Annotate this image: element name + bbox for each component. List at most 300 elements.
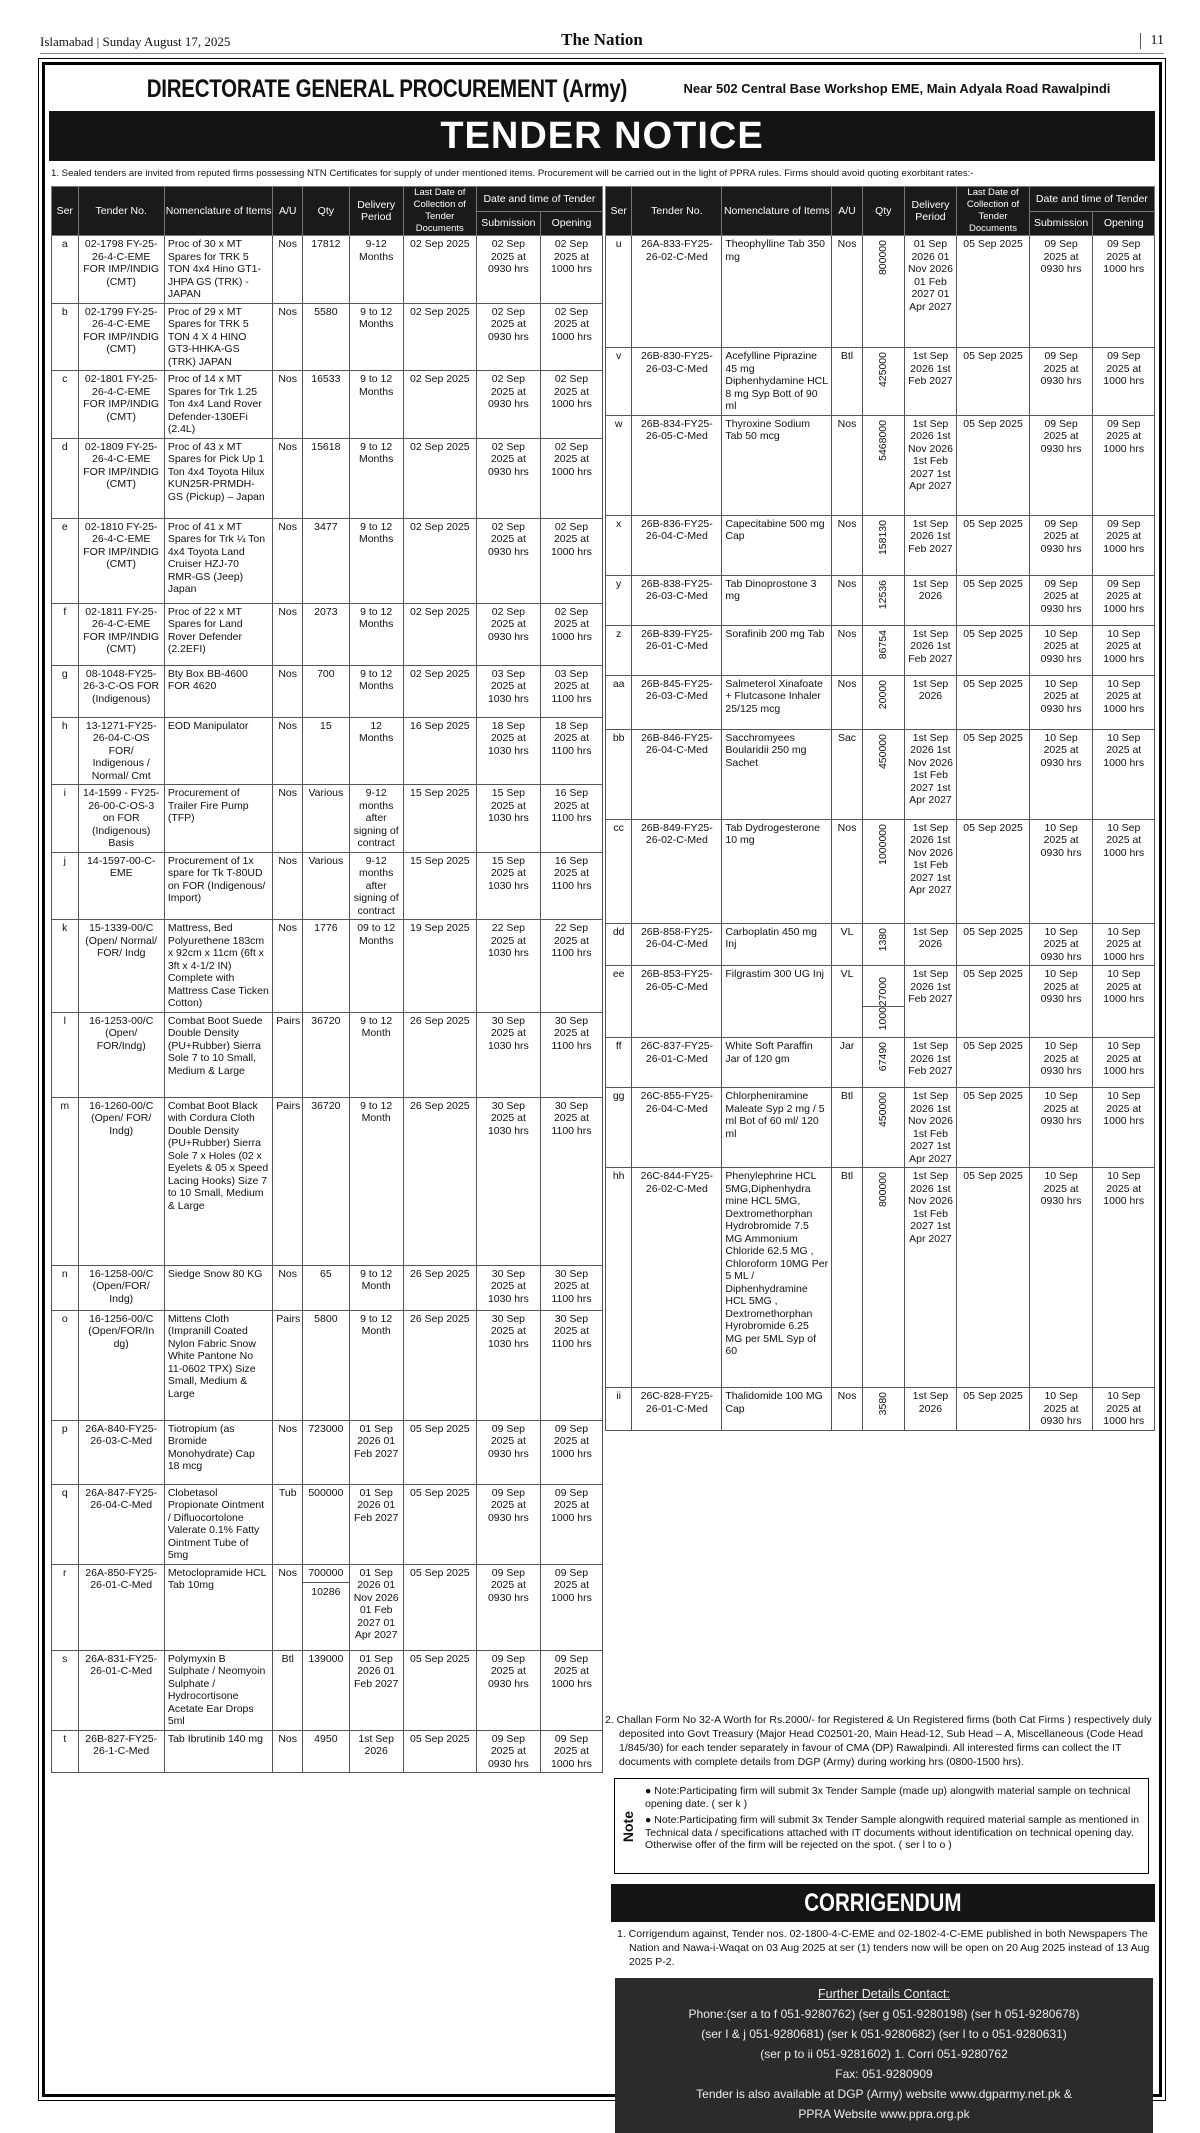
- cell-sub: 10 Sep 2025 at 0930 hrs: [1029, 819, 1093, 923]
- cell-qty: 65: [303, 1265, 349, 1310]
- cell-qty: 12536: [862, 575, 904, 625]
- cell-qty: 2073: [303, 603, 349, 665]
- cell-ser: z: [606, 625, 632, 675]
- cell-sub: 15 Sep 2025 at 1030 hrs: [476, 852, 540, 920]
- cell-qty: 139000: [303, 1650, 349, 1730]
- cell-nomen: Theophylline Tab 350 mg: [722, 236, 832, 348]
- cell-tender: 08-1048-FY25-26-3-C-OS FOR (Indigenous): [78, 665, 164, 717]
- cell-qty: 723000: [303, 1420, 349, 1484]
- cell-open: 10 Sep 2025 at 1000 hrs: [1093, 966, 1155, 1038]
- cell-ser: t: [52, 1730, 79, 1773]
- cell-open: 10 Sep 2025 at 1000 hrs: [1093, 923, 1155, 966]
- cell-tender: 16-1260-00/C (Open/ FOR/ Indg): [78, 1097, 164, 1265]
- cell-delivery: 1st Sep 2026: [904, 675, 957, 729]
- cell-open: 09 Sep 2025 at 1000 hrs: [540, 1730, 602, 1773]
- cell-tender: 16-1253-00/C (Open/ FOR/Indg): [78, 1012, 164, 1097]
- cell-sub: 09 Sep 2025 at 0930 hrs: [1029, 515, 1093, 575]
- cell-ser: e: [52, 518, 79, 603]
- cell-ser: w: [606, 415, 632, 515]
- cell-qty: 700000 10286: [303, 1564, 349, 1650]
- cell-ser: p: [52, 1420, 79, 1484]
- cell-qty: 800000: [862, 1168, 904, 1388]
- cell-sub: 30 Sep 2025 at 1030 hrs: [476, 1265, 540, 1310]
- cell-last: 05 Sep 2025: [957, 729, 1029, 819]
- cell-ser: x: [606, 515, 632, 575]
- table-row: [52, 1310, 603, 1420]
- cell-nomen: Proc of 29 x MT Spares for TRK 5 TON 4 X 4 HINO GT3-HHKA-GS (TRK) JAPAN: [164, 303, 272, 371]
- cell-sub: 02 Sep 2025 at 0930 hrs: [476, 371, 540, 439]
- cell-tender: 02-1811 FY-25-26-4-C-EME FOR IMP/INDIG (CMT): [78, 603, 164, 665]
- cell-au: Nos: [273, 236, 303, 304]
- cell-delivery: 9 to 12 Month: [349, 1012, 403, 1097]
- cell-delivery: 01 Sep 2026 01 Feb 2027: [349, 1650, 403, 1730]
- cell-ser: s: [52, 1650, 79, 1730]
- table-row: [52, 303, 603, 371]
- cell-ser: h: [52, 717, 79, 785]
- cell-au: Nos: [273, 665, 303, 717]
- cell-au: Nos: [273, 371, 303, 439]
- cell-ser: c: [52, 371, 79, 439]
- cell-tender: 26B-845-FY25-26-03-C-Med: [632, 675, 722, 729]
- cell-open: 09 Sep 2025 at 1000 hrs: [540, 1650, 602, 1730]
- cell-nomen: Thalidomide 100 MG Cap: [722, 1388, 832, 1431]
- cell-ser: bb: [606, 729, 632, 819]
- header-tender-no: Tender No.: [632, 187, 722, 236]
- cell-tender: 13-1271-FY25-26-04-C-OS FOR/ Indigenous / Normal/ Cmt: [78, 717, 164, 785]
- cell-qty: 36720: [303, 1097, 349, 1265]
- cell-ser: n: [52, 1265, 79, 1310]
- cell-delivery: 01 Sep 2026 01 Feb 2027: [349, 1420, 403, 1484]
- cell-tender: 26B-827-FY25-26-1-C-Med: [78, 1730, 164, 1773]
- cell-delivery: 1st Sep 2026 1st Feb 2027: [904, 1038, 957, 1088]
- note-box: [614, 1778, 1149, 1874]
- cell-last: 26 Sep 2025: [403, 1097, 476, 1265]
- cell-nomen: Capecitabine 500 mg Cap: [722, 515, 832, 575]
- header-delivery: Delivery Period: [904, 187, 957, 236]
- cell-last: 16 Sep 2025: [403, 717, 476, 785]
- header-qty: Qty: [303, 187, 349, 236]
- org-header: [45, 75, 1159, 104]
- cell-au: Nos: [832, 819, 863, 923]
- cell-last: 02 Sep 2025: [403, 303, 476, 371]
- cell-qty: 500000: [303, 1484, 349, 1564]
- cell-ser: l: [52, 1012, 79, 1097]
- cell-qty: 86754: [862, 625, 904, 675]
- note-label: Note: [620, 1811, 636, 1843]
- cell-open: 22 Sep 2025 at 1100 hrs: [540, 920, 602, 1013]
- cell-sub: 30 Sep 2025 at 1030 hrs: [476, 1012, 540, 1097]
- cell-ser: u: [606, 236, 632, 348]
- cell-qty: 5468000: [862, 415, 904, 515]
- cell-ser: ii: [606, 1388, 632, 1431]
- cell-au: Pairs: [273, 1097, 303, 1265]
- cell-qty: 800000: [862, 236, 904, 348]
- cell-open: 30 Sep 2025 at 1100 hrs: [540, 1012, 602, 1097]
- cell-sub: 02 Sep 2025 at 0930 hrs: [476, 603, 540, 665]
- cell-last: 02 Sep 2025: [403, 236, 476, 304]
- cell-open: 10 Sep 2025 at 1000 hrs: [1093, 675, 1155, 729]
- cell-last: 05 Sep 2025: [403, 1650, 476, 1730]
- header-nomenclature: Nomenclature of Items: [164, 187, 272, 236]
- dateline: Islamabad | Sunday August 17, 2025: [40, 34, 231, 49]
- cell-sub: 02 Sep 2025 at 0930 hrs: [476, 518, 540, 603]
- cell-au: VL: [832, 923, 863, 966]
- cell-delivery: 9 to 12 Month: [349, 1265, 403, 1310]
- header-au: A/U: [832, 187, 863, 236]
- cell-open: 10 Sep 2025 at 1000 hrs: [1093, 819, 1155, 923]
- cell-ser: ff: [606, 1038, 632, 1088]
- cell-open: 10 Sep 2025 at 1000 hrs: [1093, 1388, 1155, 1431]
- cell-sub: 10 Sep 2025 at 0930 hrs: [1029, 1388, 1093, 1431]
- cell-tender: 26B-839-FY25-26-01-C-Med: [632, 625, 722, 675]
- header-qty: Qty: [862, 187, 904, 236]
- table-row: [606, 1038, 1155, 1088]
- cell-tender: 26C-837-FY25-26-01-C-Med: [632, 1038, 722, 1088]
- cell-au: Nos: [273, 852, 303, 920]
- header-ser: Ser: [52, 187, 79, 236]
- table-row: [52, 717, 603, 785]
- cell-nomen: Proc of 41 x MT Spares for Trk ¼ Ton 4x4 Toyota Land Cruiser HZJ-70 RMR-GS (Jeep) Japan: [164, 518, 272, 603]
- table-row: [606, 1388, 1155, 1431]
- cell-last: 05 Sep 2025: [403, 1564, 476, 1650]
- cell-au: Jar: [832, 1038, 863, 1088]
- cell-last: 19 Sep 2025: [403, 920, 476, 1013]
- cell-open: 02 Sep 2025 at 1000 hrs: [540, 518, 602, 603]
- cell-ser: j: [52, 852, 79, 920]
- cell-nomen: Procurement of 1x spare for Tk T-80UD on FOR (Indigenous/ Import): [164, 852, 272, 920]
- table-row: [52, 236, 603, 304]
- cell-last: 15 Sep 2025: [403, 785, 476, 853]
- cell-delivery: 9 to 12 Months: [349, 438, 403, 518]
- cell-sub: 22 Sep 2025 at 1030 hrs: [476, 920, 540, 1013]
- cell-ser: hh: [606, 1168, 632, 1388]
- header-opening: Opening: [540, 211, 602, 236]
- cell-delivery: 01 Sep 2026 01 Nov 2026 01 Feb 2027 01 Apr 2027: [904, 236, 957, 348]
- cell-tender: 02-1799 FY-25-26-4-C-EME FOR IMP/INDIG (CMT): [78, 303, 164, 371]
- cell-sub: 09 Sep 2025 at 0930 hrs: [1029, 236, 1093, 348]
- cell-nomen: Polymyxin B Sulphate / Neomyoin Sulphate / Hydrocortisone Acetate Ear Drops 5ml: [164, 1650, 272, 1730]
- cell-tender: 02-1810 FY-25-26-4-C-EME FOR IMP/INDIG (CMT): [78, 518, 164, 603]
- cell-qty: 15: [303, 717, 349, 785]
- cell-nomen: Metoclopramide HCL Tab 10mg: [164, 1564, 272, 1650]
- cell-qty: 5800: [303, 1310, 349, 1420]
- cell-delivery: 12 Months: [349, 717, 403, 785]
- cell-open: 09 Sep 2025 at 1000 hrs: [540, 1484, 602, 1564]
- cell-sub: 10 Sep 2025 at 0930 hrs: [1029, 625, 1093, 675]
- cell-ser: r: [52, 1564, 79, 1650]
- cell-delivery: 9 to 12 Months: [349, 371, 403, 439]
- cell-delivery: 1st Sep 2026 1st Feb 2027: [904, 625, 957, 675]
- cell-ser: b: [52, 303, 79, 371]
- cell-ser: ee: [606, 966, 632, 1038]
- cell-open: 03 Sep 2025 at 1100 hrs: [540, 665, 602, 717]
- cell-nomen: Proc of 22 x MT Spares for Land Rover Defender (2.2EFI): [164, 603, 272, 665]
- cell-ser: y: [606, 575, 632, 625]
- cell-tender: 26B-849-FY25-26-02-C-Med: [632, 819, 722, 923]
- cell-nomen: Acefylline Piprazine 45 mg Diphenhydamine HCL 8 mg Syp Bott of 90 ml: [722, 348, 832, 416]
- cell-delivery: 9 to 12 Months: [349, 603, 403, 665]
- cell-nomen: Salmeterol Xinafoate + Flutcasone Inhaler 25/125 mcg: [722, 675, 832, 729]
- cell-nomen: Combat Boot Suede Double Density (PU+Rubber) Sierra Sole 7 to 10 Small, Medium & Large: [164, 1012, 272, 1097]
- cell-open: 02 Sep 2025 at 1000 hrs: [540, 603, 602, 665]
- cell-sub: 10 Sep 2025 at 0930 hrs: [1029, 1168, 1093, 1388]
- cell-tender: 26B-846-FY25-26-04-C-Med: [632, 729, 722, 819]
- cell-au: Nos: [273, 1420, 303, 1484]
- table-row: [52, 518, 603, 603]
- cell-qty: 158130: [862, 515, 904, 575]
- cell-nomen: Bty Box BB-4600 FOR 4620: [164, 665, 272, 717]
- cell-sub: 09 Sep 2025 at 0930 hrs: [476, 1420, 540, 1484]
- cell-sub: 10 Sep 2025 at 0930 hrs: [1029, 675, 1093, 729]
- cell-open: 18 Sep 2025 at 1100 hrs: [540, 717, 602, 785]
- cell-qty: 3477: [303, 518, 349, 603]
- cell-au: Nos: [832, 236, 863, 348]
- cell-qty: 1776: [303, 920, 349, 1013]
- contact-line: Tender is also available at DGP (Army) website www.dgparmy.net.pk &: [696, 2087, 1072, 2101]
- cell-sub: 09 Sep 2025 at 0930 hrs: [476, 1484, 540, 1564]
- cell-qty: 5580: [303, 303, 349, 371]
- cell-delivery: 1st Sep 2026: [904, 923, 957, 966]
- header-opening: Opening: [1093, 211, 1155, 236]
- cell-open: 02 Sep 2025 at 1000 hrs: [540, 303, 602, 371]
- cell-delivery: 1st Sep 2026: [349, 1730, 403, 1773]
- corrigendum-text: 1. Corrigendum against, Tender nos. 02-1800-4-C-EME and 02-1802-4-C-EME published in both Newspapers The Nation and Nawa-i-Waqat on 03 Aug 2025 at ser (1) tenders now will be open on 20 Aug 2025 instead of 13 Aug 2025 P-2.: [617, 1928, 1150, 1968]
- cell-au: Nos: [832, 1388, 863, 1431]
- cell-au: VL: [832, 966, 863, 1038]
- table-row: [52, 1265, 603, 1310]
- cell-au: Nos: [273, 518, 303, 603]
- cell-ser: cc: [606, 819, 632, 923]
- table-row: [52, 1484, 603, 1564]
- cell-delivery: 1st Sep 2026 1st Nov 2026 1st Feb 2027 1st Apr 2027: [904, 1088, 957, 1168]
- cell-tender: 02-1801 FY-25-26-4-C-EME FOR IMP/INDIG (CMT): [78, 371, 164, 439]
- cell-last: 05 Sep 2025: [957, 575, 1029, 625]
- cell-tender: 26A-850-FY25-26-01-C-Med: [78, 1564, 164, 1650]
- cell-au: Pairs: [273, 1012, 303, 1097]
- cell-ser: aa: [606, 675, 632, 729]
- header-submission: Submission: [476, 211, 540, 236]
- table-row: [52, 371, 603, 439]
- cell-nomen: Siedge Snow 80 KG: [164, 1265, 272, 1310]
- cell-qty: 1380: [862, 923, 904, 966]
- cell-delivery: 1st Sep 2026 1st Feb 2027: [904, 348, 957, 416]
- cell-nomen: Mittens Cloth (Impranill Coated Nylon Fabric Snow White Pantone No 11-0602 TPX) Size Small, Medium & Large: [164, 1310, 272, 1420]
- cell-au: Nos: [273, 438, 303, 518]
- cell-qty: 16533: [303, 371, 349, 439]
- cell-qty: 450000: [862, 729, 904, 819]
- cell-qty: 1000000: [862, 819, 904, 923]
- cell-open: 10 Sep 2025 at 1000 hrs: [1093, 729, 1155, 819]
- cell-last: 05 Sep 2025: [957, 236, 1029, 348]
- cell-last: 05 Sep 2025: [957, 348, 1029, 416]
- cell-open: 09 Sep 2025 at 1000 hrs: [1093, 515, 1155, 575]
- cell-nomen: Mattress, Bed Polyurethene 183cm x 92cm x 11cm (6ft x 3ft x 4-1/2 IN) Complete with Mattress Case Ticken Cotton): [164, 920, 272, 1013]
- table-row: [606, 348, 1155, 416]
- cell-sub: 02 Sep 2025 at 0930 hrs: [476, 438, 540, 518]
- cell-sub: 18 Sep 2025 at 1030 hrs: [476, 717, 540, 785]
- cell-au: Tub: [273, 1484, 303, 1564]
- cell-au: Nos: [273, 303, 303, 371]
- cell-delivery: 1st Sep 2026: [904, 575, 957, 625]
- header-last-date: Last Date of Collection of Tender Documents: [403, 187, 476, 236]
- cell-tender: 16-1256-00/C (Open/FOR/In dg): [78, 1310, 164, 1420]
- cell-tender: 26B-853-FY25-26-05-C-Med: [632, 966, 722, 1038]
- cell-nomen: Tab Dinoprostone 3 mg: [722, 575, 832, 625]
- table-row: [606, 729, 1155, 819]
- cell-last: 02 Sep 2025: [403, 438, 476, 518]
- cell-open: 10 Sep 2025 at 1000 hrs: [1093, 1088, 1155, 1168]
- cell-delivery: 9 to 12 Months: [349, 518, 403, 603]
- cell-last: 26 Sep 2025: [403, 1310, 476, 1420]
- cell-last: 02 Sep 2025: [403, 371, 476, 439]
- cell-qty: 4950: [303, 1730, 349, 1773]
- tender-table-left: [51, 186, 603, 1773]
- cell-last: 05 Sep 2025: [957, 923, 1029, 966]
- table-row: [606, 625, 1155, 675]
- cell-sub: 09 Sep 2025 at 0930 hrs: [1029, 415, 1093, 515]
- note-item: ● Note:Participating firm will submit 3x Tender Sample (made up) alongwith material sample on technical opening date. ( ser k ): [645, 1785, 1131, 1810]
- contact-line: PPRA Website www.ppra.org.pk: [798, 2107, 970, 2121]
- header-date-time: Date and time of Tender: [1029, 187, 1154, 212]
- contact-line: Phone:(ser a to f 051-9280762) (ser g 051-9280198) (ser h 051-9280678): [688, 2007, 1080, 2021]
- cell-tender: 16-1258-00/C (Open/FOR/ Indg): [78, 1265, 164, 1310]
- cell-nomen: Phenylephrine HCL 5MG,Diphenhydra mine HCL 5MG, Dextromethorphan Hydrobromide 7.5 MG Ammonium Chloride 62.5 MG , Chloroform 10MG Per 5 ML / Diphenhydramine HCL 5MG , Dextromethorphan Hyrobromide 6.25 MG per 5ML Syp of 60: [722, 1168, 832, 1388]
- cell-tender: 26C-828-FY25-26-01-C-Med: [632, 1388, 722, 1431]
- cell-au: Nos: [832, 415, 863, 515]
- cell-sub: 10 Sep 2025 at 0930 hrs: [1029, 1038, 1093, 1088]
- cell-sub: 02 Sep 2025 at 0930 hrs: [476, 236, 540, 304]
- cell-sub: 10 Sep 2025 at 0930 hrs: [1029, 923, 1093, 966]
- advertisement-frame: [42, 62, 1162, 2121]
- note-item: ● Note:Participating firm will submit 3x Tender Sample alongwith required material sample as mentioned in Technical data / specifications attached with IT documents without identification on technical opening day. Otherwise offer of the firm will be rejected on the spot. ( ser l to o ): [645, 1814, 1140, 1851]
- cell-sub: 09 Sep 2025 at 0930 hrs: [476, 1650, 540, 1730]
- masthead: [40, 30, 1164, 54]
- cell-qty: 17812: [303, 236, 349, 304]
- cell-ser: d: [52, 438, 79, 518]
- cell-sub: 09 Sep 2025 at 0930 hrs: [1029, 575, 1093, 625]
- cell-last: 05 Sep 2025: [957, 415, 1029, 515]
- cell-qty: 3580: [862, 1388, 904, 1431]
- header-tender-no: Tender No.: [78, 187, 164, 236]
- cell-open: 02 Sep 2025 at 1000 hrs: [540, 438, 602, 518]
- contact-box: [615, 1978, 1153, 2133]
- cell-nomen: Tab Ibrutinib 140 mg: [164, 1730, 272, 1773]
- cell-delivery: 1st Sep 2026 1st Nov 2026 1st Feb 2027 1st Apr 2027: [904, 729, 957, 819]
- cell-au: Nos: [832, 675, 863, 729]
- cell-delivery: 9 to 12 Month: [349, 1310, 403, 1420]
- cell-au: Nos: [832, 625, 863, 675]
- cell-au: Btl: [832, 1088, 863, 1168]
- table-row: [606, 1168, 1155, 1388]
- table-row: [52, 438, 603, 518]
- table-row: [606, 1088, 1155, 1168]
- header-last-date: Last Date of Collection of Tender Documents: [957, 187, 1029, 236]
- cell-ser: m: [52, 1097, 79, 1265]
- cell-tender: 14-1599 - FY25-26-00-C-OS-3 on FOR (Indigenous) Basis: [78, 785, 164, 853]
- contact-line: Fax: 051-9280909: [835, 2067, 933, 2081]
- cell-delivery: 1st Sep 2026 1st Feb 2027: [904, 966, 957, 1038]
- cell-last: 02 Sep 2025: [403, 518, 476, 603]
- cell-open: 09 Sep 2025 at 1000 hrs: [1093, 575, 1155, 625]
- cell-au: Pairs: [273, 1310, 303, 1420]
- contact-line: (ser p to ii 051-9281602) 1. Corri 051-9280762: [760, 2047, 1008, 2061]
- cell-tender: 26B-858-FY25-26-04-C-Med: [632, 923, 722, 966]
- cell-last: 05 Sep 2025: [957, 1038, 1029, 1088]
- cell-delivery: 9 to 12 Months: [349, 303, 403, 371]
- cell-sub: 15 Sep 2025 at 1030 hrs: [476, 785, 540, 853]
- cell-nomen: Procurement of Trailer Fire Pump (TFP): [164, 785, 272, 853]
- table-row: [606, 236, 1155, 348]
- cell-tender: 15-1339-00/C (Open/ Normal/ FOR/ Indg: [78, 920, 164, 1013]
- cell-nomen: EOD Manipulator: [164, 717, 272, 785]
- cell-delivery: 9-12 months after signing of contract: [349, 852, 403, 920]
- table-row: [606, 515, 1155, 575]
- table-row: [52, 785, 603, 853]
- tender-notice-banner: TENDER NOTICE: [49, 111, 1155, 161]
- cell-sub: 09 Sep 2025 at 0930 hrs: [1029, 348, 1093, 416]
- table-row: [52, 1564, 603, 1650]
- cell-delivery: 1st Sep 2026 1st Feb 2027: [904, 515, 957, 575]
- cell-sub: 10 Sep 2025 at 0930 hrs: [1029, 729, 1093, 819]
- cell-tender: 14-1597-00-C-EME: [78, 852, 164, 920]
- cell-delivery: 9-12 months after signing of contract: [349, 785, 403, 853]
- cell-delivery: 9 to 12 Months: [349, 665, 403, 717]
- cell-ser: q: [52, 1484, 79, 1564]
- cell-last: 02 Sep 2025: [403, 603, 476, 665]
- cell-nomen: Tiotropium (as Bromide Monohydrate) Cap 18 mcg: [164, 1420, 272, 1484]
- cell-open: 10 Sep 2025 at 1000 hrs: [1093, 1168, 1155, 1388]
- cell-ser: a: [52, 236, 79, 304]
- header-nomenclature: Nomenclature of Items: [722, 187, 832, 236]
- cell-last: 05 Sep 2025: [403, 1730, 476, 1773]
- cell-sub: 09 Sep 2025 at 0930 hrs: [476, 1730, 540, 1773]
- cell-nomen: Proc of 14 x MT Spares for Trk 1.25 Ton 4x4 Land Rover Defender-130EFi (2.4L): [164, 371, 272, 439]
- cell-qty: 15618: [303, 438, 349, 518]
- table-row: [52, 1012, 603, 1097]
- cell-delivery: 1st Sep 2026 1st Nov 2026 1st Feb 2027 1st Apr 2027: [904, 1168, 957, 1388]
- cell-open: 09 Sep 2025 at 1000 hrs: [540, 1420, 602, 1484]
- cell-au: Nos: [273, 603, 303, 665]
- cell-last: 05 Sep 2025: [957, 1388, 1029, 1431]
- cell-nomen: Filgrastim 300 UG Inj: [722, 966, 832, 1038]
- table-row: [606, 415, 1155, 515]
- corrigendum-banner: CORRIGENDUM: [611, 1884, 1155, 1922]
- table-row: [606, 675, 1155, 729]
- cell-qty: 20000: [862, 675, 904, 729]
- cell-nomen: Combat Boot Black with Cordura Cloth Double Density (PU+Rubber) Sierra Sole 7 x Holes (02 x Eyelets & 05 x Speed Lacing Hooks) Size 7 to 10 Small, Medium & Large: [164, 1097, 272, 1265]
- cell-open: 02 Sep 2025 at 1000 hrs: [540, 371, 602, 439]
- org-name: DIRECTORATE GENERAL PROCUREMENT (Army): [146, 75, 627, 103]
- cell-nomen: Sacchromyees Boularidii 250 mg Sachet: [722, 729, 832, 819]
- cell-delivery: 1st Sep 2026 1st Nov 2026 1st Feb 2027 1st Apr 2027: [904, 819, 957, 923]
- header-ser: Ser: [606, 187, 632, 236]
- cell-open: 09 Sep 2025 at 1000 hrs: [1093, 348, 1155, 416]
- cell-au: Nos: [273, 920, 303, 1013]
- newspaper-name: The Nation: [561, 30, 643, 49]
- cell-ser: dd: [606, 923, 632, 966]
- cell-au: Nos: [832, 515, 863, 575]
- table-row: [52, 920, 603, 1013]
- cell-tender: 02-1809 FY-25-26-4-C-EME FOR IMP/INDIG (CMT): [78, 438, 164, 518]
- contact-heading: Further Details Contact:: [818, 1987, 950, 2001]
- cell-last: 05 Sep 2025: [403, 1420, 476, 1484]
- table-row: [52, 852, 603, 920]
- cell-open: 30 Sep 2025 at 1100 hrs: [540, 1097, 602, 1265]
- header-au: A/U: [273, 187, 303, 236]
- table-row: [606, 575, 1155, 625]
- cell-open: 30 Sep 2025 at 1100 hrs: [540, 1265, 602, 1310]
- cell-au: Nos: [273, 1730, 303, 1773]
